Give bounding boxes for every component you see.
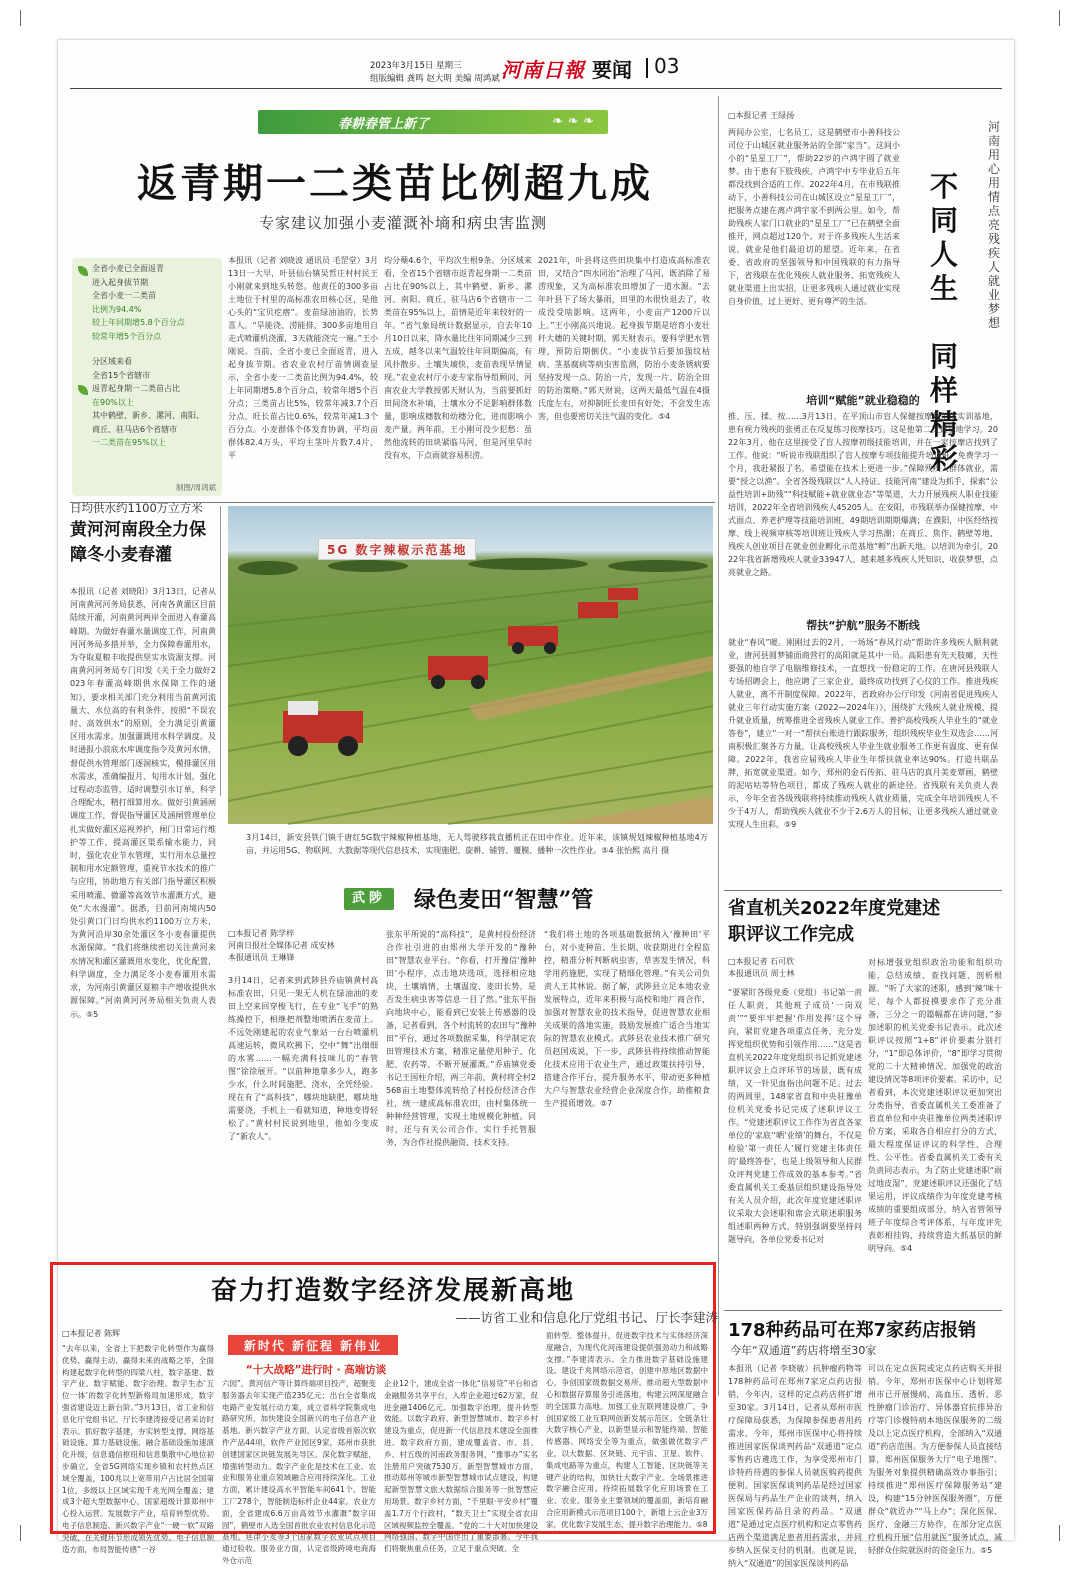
- left-headline: 黄河河南段全力保障冬小麦春灌: [70, 520, 206, 565]
- photo-caption: 3月14日，新安县铁门镇千唐红5G数字辣椒种植基地，无人驾驶移栽直播机正在田中作业。近年来，该镇规划辣椒种植基地4万亩，并运用5G、物联网、大数据等现代信息技术，实现施肥、旋耕、铺管、覆膜、播种一次性作业。⑤4 张怡熙 高月 摄: [246, 833, 708, 855]
- drug-headline: 178种药品可在郑7家药店报销: [728, 1320, 977, 1341]
- info-line: 其中鹤壁、新乡、漯河、南阳、: [92, 411, 204, 420]
- kicker-text: 春耕春管上新了: [338, 117, 430, 132]
- wuzhi-place-text: 武陟: [351, 891, 386, 906]
- main-col-1: 本报讯（记者 刘晓波 通讯员 毛罡堂）3月13日一大早，叶县仙台镇吴哲庄村村民王小刚就来到地头转悠。他责任的300多亩土地位于村里的高标准农田核心区，是他心头的“宝贝疙瘩”。麦苗绿油油的，长势喜人。“旱能浇、涝能排，300多亩地用自走式喷灌机浇灌，3天就能浇完一遍。”王小刚说。当前，全省小麦已全面返青，进入起身拔节期。省农业农村厅苗情调查显示，全省小麦一二类苗比例为94.4%，较上年同期增5.8个百分点，较常年增5个百分点；三类苗占比5%，较常年减3.7个百分点，旺长苗占比0.6%，较常年减1.3个百分点。小麦群体个体发育协调，平均亩群体82.4万头，平均主茎叶片数7.4片，平: [228, 256, 378, 460]
- disability-section-2: 就业“春风”暖。刚刚过去的2月，一场场“春风行动”帮助许多残疾人顺利就业，唐河县圆梦铺面商营打的高阳就是其中一员。高阳患有先天肢瘫，天性要强的他自学了电脑维修技术，一直想找一份稳定的工作。在唐河县残联人专场招聘会上，他应聘了三家企业，最终成功找到了心仪的工作。推进残疾人就业，离不开制度保障。2022年，省政府办公厅印发《河南省促进残疾人就业三年行动实施方案（2022—2024年）》，围绕扩大残疾人就业规模、提升就业质量，统筹推进全省残疾人就业工作。普护高校残疾人毕业生的“就业答卷”，建立“一对一”帮扶台账进行跟踪服务，组织残疾毕业生双选会……河南积极汇聚各方力量，让高校残疾人毕业生就业服务工作更有温度、更有保障。2022年，我省应届残疾人毕业生年帮扶就业率达90%。打造共联品牌，拓宽就业渠道。如今，郑州的金石传拓、驻马店的真月美麦覃画，鹤壁的泥咕咕等特色项目，都成了残疾人就业的新途径。省残联有关负责人表示，今年全省各级残联将持续推动残疾人就业质量，完成全年培训残疾人不少于4万人，帮助残疾人就业不少于2.6万人的目标，让更多残疾人通过就业实现人生出彩。⑤9: [728, 638, 998, 829]
- footer-dots: [228, 1526, 248, 1536]
- disability-vertical-title-2: 同样精彩: [930, 340, 959, 475]
- info-line: 分区域来看: [92, 357, 132, 366]
- photo-banner-text: 5G 数字辣椒示范基地: [327, 543, 468, 557]
- sprout-icon: ❧ ❧ ❧: [552, 114, 594, 129]
- wuzhi-col-3: “我们将土地的各项基础数据纳入‘豫种田’平台，对小麦种苗、生长期、收获期进行全程监控，精准分析判断病虫害，草害发生情况，科学用药施肥，实现了精细化管理。”有关公司负责人王其林说。据了解，武陟县立足本地农业发展特点，近年来积极与高校和地厂商合作，加强对智慧农业的技术指导，促进智慧农业相关成果的落地实施，鼓励发展推广适合当地实际的智慧农业模式。武陟县农业技术推广研究员赵国成说，下一步，武陟县将持续推动智能化技术应用于农业生产，通过政策扶持引导，搭建合作平台，提升服务水平，带动更多种植大户与智慧农业经营企业深度合作，助推粮食生产提质增效。⑤7: [544, 930, 710, 1108]
- section-name: 要闻: [592, 58, 632, 82]
- main-headline: 返青期一二类苗比例超九成: [137, 160, 653, 207]
- disability-vertical-subtitle: 河南用心用情点亮残疾人就业梦想: [988, 120, 1001, 330]
- series-banner-text: 新时代 新征程 新伟业: [243, 1339, 383, 1353]
- wuzhi-place-badge: [344, 888, 394, 910]
- fold-mark-left-bottom: [20, 1525, 21, 1541]
- digital-col-3: 企业12个，建成全省一体化“信易贷”平台和省金融服务共享平台，入库企业超过62万家，促进金融1406亿元。加强数字治理，提升转型效能。以数字政府、新型智慧城市、数字乡村建设为重点，促进新一代信息技术建设全面推进。数字政府方面，建成覆盖省、市、县、乡、村五级的河南政务服务网，“豫事办”实名注册用户突破7530万。新型智慧城市方面，推动郑州等城市新型智慧城市试点建设，构建起新型智慧文旅大数据综合服务等一批智慧应用场景。数字乡村方面，“千里眼·平安乡村”覆盖1.7万个行政村，“数天卫士”实现全省农田区域视频监控全覆盖。“党的二十大对加快建设网络强国、数字中国作出了重要部署。今年我们将聚焦重点任务，立足于重点突破、全: [384, 1379, 538, 1554]
- wuzhi-col-1: 3月14日，记者来到武陟县乔庙镇黄村高标准农田，只见一架无人机在绿油油的麦田上空来回穿梭飞行，在专业“飞手”的熟练操控下，相继把剂整地喷洒在麦苗上。不远处刚建起的农业气象站一台台喷灌机高速运转，微风吹拂下，空中“舞”出细细的水雾……一幅充满科技味儿的“春管图”徐徐展开。“以前种地靠多少人，跑多少水，什么时间施肥、浇水，全凭经验。现在有了“高科技”，哪块地缺肥，哪块地需要浇，手机上一看就知道，种地变得轻松了。”黄村村民说到地里，他如今变成了“新农人”。: [228, 976, 378, 1141]
- fold-mark-right: [1059, 10, 1060, 26]
- digital-headline: 奋力打造数字经济发展新高地: [210, 1276, 575, 1306]
- main-subtitle: 专家建议加强小麦灌溉补墒和病虫害监测: [258, 214, 547, 232]
- info-line: 全省小麦一二类苗: [92, 291, 156, 300]
- wuzhi-headline: 绿色麦田“智慧”管: [414, 887, 594, 913]
- header-rule: [70, 88, 1002, 89]
- drug-col-1: 本报讯（记者 李晓敏）抗肿瘤药物等178种药品可在郑州7家定点药店报销，今年内，这样的定点药店将扩增至30家。3月14日，记者从郑州市医疗保障局获悉，为保障参保患者用药需求，今年，郑州市医保中心将持续推进国家医保谈判药品“双通道”定点零售药店遴选工作，为享受郑州市门诊特药待遇的参保人员就医购药提供便利。国家医保谈判药品是经过国家医保局与药品生产企业的谈判，纳入国家医保药品目录的药品。“双通道”是通过定点医疗机构和定点零售药店两个渠道满足患者用药需求，并同步纳入医保支付的机制。也就是说，纳入“双通道”的国家医保谈判药品: [728, 1364, 862, 1568]
- party-headline: 省直机关2022年度党建述职评议工作完成: [728, 898, 941, 945]
- stats-info-box: [72, 258, 222, 496]
- info-line-highlight: 较上年同期增5.8个百分点: [92, 318, 185, 327]
- info-line-highlight: 较常年增5个百分点: [92, 331, 162, 341]
- digital-col-4: 面转型、整体提升，促进数字技术与实体经济深度融合，为现代化河南建设提供强劲动力和战略支撑。”李建涛表示。全力推进数字基础设施建设。建设千兆网络示范省，创建中原地区数据中心，争创国家级数据交易所。推动超大型数据中心和数据存算服务引进落地，构建云网深度融合的全国算力高地。加强工业互联网建设推广，争创国家级工业互联网创新发展示范区。全链条壮大数字核心产业，以新型显示和智能终端、智能传感器、网络安全等为重点，做强做优数字产业，以大数据、区块链、元宇宙、卫星、软件、集成电路等为重点，构建人工智能、区块链等关键产业的结构，加快壮大数字产业。全场景推进数字融合应用。持续拓展数字化应用场景在工业、农业、服务业主要领域的覆盖面，新培育融合应用新模式示范项目100个，新增上云企业3万家，优化数字发展生态，提升数字治理能力。⑤8: [546, 1331, 708, 1529]
- disability-subhead-1: 培训“赋能”就业稳稳的: [806, 394, 920, 407]
- section-divider: [646, 58, 648, 78]
- info-line-highlight: 在90%以上: [92, 397, 134, 407]
- digital-subtitle: ——访省工业和信息化厅党组书记、厅长李建涛: [455, 1310, 718, 1325]
- kicker-banner: [258, 110, 608, 134]
- disability-intro: 两间办公室，七名员工，这是鹤壁市小善科技公司位于山城区就业服务站的全部“家当”。这间小小的“星星工厂”，帮助22岁的卢鸿宇圆了就业梦。由于患有下肢残疾，卢鸿宇中专毕业后五年都没找到合适的工作。2022年4月，在市残联推动下，小善科技公司在山城区设立“星星工厂”，把服务点建在离卢鸿宇家不到两公里。如今，帮助残疾人家门口就业的“星星工厂”已在鹤壁全面推开，网点超过120个。对于许多残疾人生活来说，就业是他们最迫切的愿望。近年来，在省委、省政府的坚强领导和中国残联的有力指导下，省残联在优化残疾人就业服务、拓宽残疾人就业渠道上出实招，让更多残疾人通过就业实现自身价值，过上更好、更有尊严的生活。: [728, 128, 900, 306]
- digital-col-2: 六园”，黄河信产等计算终端项目投产，超聚变服务器去年实现产值235亿元；出台全省集成电路产业发展行动方案，成立省科学院集成电路研究所，加快建设全国新兴的电子信息产业基地。新兴数字产业方面，认定省级首版次软件产品44项，软件产业园区9家，郑州市获批创建国家区块链发展先导区。深化数字赋能，增强转型动力。数字产业化是技术在工业、农业和服务业重点领域融合应用持续深化。工业方面，累计建设高水平智能车间641个、智能工厂278个，智能制造标杆企业44家。农业方面，全省建成6.6万亩高效节水灌溉“数字田园”，鹤壁市入选全国首批农业农村信息化示范基地，延津小麦等3个国家数字农业试点项目通过验收。服务业方面，认定省级跨境电商海外仓示范: [222, 1379, 376, 1565]
- drug-subtitle: 今年“双通道”药店将增至30家: [730, 1344, 877, 1357]
- fold-mark-right-bottom: [1059, 1525, 1060, 1541]
- info-credit: 制图/周鸿斌: [175, 483, 216, 492]
- divider: [724, 1310, 1002, 1311]
- leaf-icon-2: [78, 385, 88, 395]
- divider: [718, 96, 719, 1396]
- info-line-highlight: 比例为94.4%: [92, 304, 142, 314]
- strategy-banner-text: “十大战略”进行时 · 高端访谈: [245, 1364, 387, 1376]
- paper-logo: 河南日報: [501, 58, 585, 82]
- left-kicker: 日均供水约1100万立方米: [70, 501, 203, 515]
- info-line: 进入起身拔节期: [92, 277, 148, 287]
- strategy-banner: [218, 1358, 414, 1374]
- leaf-icon: [78, 266, 88, 276]
- farm-photo: [228, 506, 713, 824]
- disability-vertical-title-1: 不同人生: [930, 170, 959, 305]
- main-col-2: 均分蘖4.6个，平均次生根9条。分区域来看，全省15个省辖市返青起身期一二类苗占比在90%以上，其中鹤壁、新乡、漯河、南阳、商丘、驻马店6个省辖市一二类苗在95%以上，苗情是近年来较好的一年。“省气象局统计数据显示，自去年10月10日以来，降水量比往年同期减少三到五成，越冬以来气温较往年同期偏高，有风扑散步。土壤失墒快，麦苗表现早情显现。”农业农村厅小麦专家指导组顾问、河南农业大学教授郭天财认为，当前要抓好田间浇水补墒，土壤水分不足影响群体数量，影响成穗数和幼穗分化，进而影响小麦产量。两年前，王小刚可没少犯愁：虽然他流转的田块紧临马河，但是河里旱时没有水，下点雨就容易积涝。: [384, 256, 532, 460]
- main-col-3: 2021年，叶县将这些田块集中打造成高标准农田，又结合“四水同治”治理了马河，既消除了易涝现象，又为高标准农田增加了一道水源。“去年叶县下了场大暴雨，田里的水很快退去了，收成没受啥影响。这两年，小麦亩产1200斤以上。”王小刚高兴地说。起身拔节期是培育小麦壮秆大穗的关键时期，郭天财表示，要科学肥水管理，预防后期倒伏。“小麦拔节后要加强纹枯病、茎基腐病等病虫害监测，防治小麦条锈病要坚持发现一点、防治一片，发现一片、防治全田的防治策略。”郭天财说，这两天最低气温在4摄氏度左右，对抑制旺长麦田有好处，不会发生冻害，但也要密切关注气温的变化。⑤4: [538, 256, 710, 421]
- digital-byline: □本报记者 陈辉: [62, 1329, 121, 1338]
- photo-banner-sign: [318, 538, 476, 560]
- disability-byline: □本报记者 王绿扬: [728, 111, 795, 120]
- disability-subhead-2: 帮扶“护航”服务不断线: [806, 619, 920, 632]
- info-line: 全省小麦已全面返青: [92, 264, 164, 273]
- party-byline: □本报记者 石可欣 本报通讯员 周士林: [728, 957, 795, 978]
- header-editors: 组版编辑 龚鸣 赵大明 美编 周鸿斌: [370, 74, 500, 84]
- page-number: 03: [654, 54, 680, 78]
- fold-mark-left: [20, 10, 21, 26]
- party-col-1: “要紧盯各级党委（党组）书记第一责任人职责，其他班子成员‘一岗双责’”“要牢牢把握‘作用发挥’这个导向，紧盯党建各项重点任务，充分发挥党组织优势和引领作用……”这是省直机关2022年度党组织书记抓党建述职评议会上点评环节的场景，既有成绩，又一针见血指出问题不足。过去的两周里，148家省直和中央驻豫单位机关党委书记完成了述职评议工作。“党建述职评议工作作为省直各家单位的‘家底’‘晒’业绩’的舞台，不仅是检验‘第一责任人’履行党建主体责任的‘最终答卷’，也是上级领导和人民群众评判党建工作成效的基本参考。”省委直属机关工委基层组织建设指导处有关人员介绍，此次年度党建述职评议采取大会述职和席会式联述职服务组述职两种方式，特别强调要坚持问题导向，各单位党委书记对: [728, 988, 862, 1244]
- info-line: 全省15个省辖市: [92, 370, 151, 380]
- series-banner: [228, 1335, 398, 1355]
- left-body: 本报讯（记者 刘晓阳）3月13日，记者从河南黄河河务局获悉，河南各黄灌区目前陆续开灌，河南黄河两岸全面进入春灌高峰期。为做好春灌水量调度工作，河南黄河河务局多措并举，全力保障春灌用水，为夺取夏粮丰收提供坚实水资源支撑。河南黄河河务局专门印发《关于全力做好2023年春灌高峰期供水保障工作的通知》，要求相关部门充分利用当前黄河流量大、水位高的有利条件，按照“不误农时、高效供水”的原则，全力满足引黄灌区用水需求。加强灌溉用水科学调度。及时通报小浪底水库调度指令及黄河水情，督促供水管理部门逐洞核实，模排灌区用水需求，准确编报月、旬用水计划，强化过程动态监管，适时调整引水订单，科学合理配水，精打细算用水。做好引黄涵闸调度工作，督促指导灌区及涵闸管理单位扎实做好灌区巡视养护，闸门日常运行维护等工作，提高灌区渠系输水能力，同时，强化农业节水管理，实行用水总量控制和用水定额管理，重视节水技术的推广与应用，协助地方有关部门指导灌区积极采用喷灌、微灌等高效节水灌溉方式，避免“大水漫灌”。据悉，目前河南境内50处引黄口门日均供水约1100万立方米，为黄河沿岸30余处灌区冬小麦春灌提供水源保障。“我们将继续密切关注黄河来水情况和灌区灌溉用水变化，优化配置，科学调度，全力满足冬小麦春灌用水需求，为河南引黄灌区夏粮丰产增收提供水源保障。”河南黄河河务局相关负责人表示。⑤5: [70, 587, 216, 1019]
- disability-section-1: 推、压、揉、按……3月13日，在平顶山市盲人保健按摩规范化实训基地，患有视力残疾的张勇正在反复练习按摩技巧。这是他第二次到基地学习。2022年3月，他在这里接受了盲人按摩初级技能培训，并在一家按摩店找到了工作。他说：“听说市残联组织了盲人按摩专项技能提升培训班，免费学习一个月，我赶紧报了名，希望能在技术上更进一步。”保障残疾人群体就业，需要“授之以渔”。全省各级残联以“人人持证、技能河南”建设为抓手，探索“公益性培训+助残”“科技赋能+就业就业态”等渠道，大力开展残疾人职业技能培训，2022年全省培训残疾人45205人。在安阳，市残联举办保健按摩、中式面点、养老护理等技能培训班，49期培训期期爆满；在濮阳，中医经络按摩、线上视频审核等培训班让残疾人学习热潮；在商丘、焦作、鹤壁等地，残疾人创业项目在就业创业孵化示范基地“孵”出新天地。以培训为牵引，2022年我省新增残疾人就业33947人，越来越多残疾人凭知识、收获梦想，点亮就业之路。: [728, 412, 998, 577]
- party-col-2: 对标增强党组织政治功能和组织功能，总结成绩、查找问题、剖析根源。“听了大家的述职，感到‘辣’味十足，每个人都捉摸要求作了充分准备，三分之一的篇幅都在讲问题，”参加述职的机关党委书记表示。此次述职评议按照“1+8”评价要素分别打分，“1”即总体评价，“8”即学习贯彻党的二十大精神情况、加强党的政治建设情况等8项评价要素。采访中，记者看到，本次党建述职评议更加突出分类指导，省委直属机关工委准备了省直单位和中央驻豫单位两类述职评价方案，采取各自相应打分的方式，最大程度保证评议的科学性、合理性、公平性。省委直属机关工委有关负责同志表示，为了防止党建述职“雨过地皮湿”，党建述职评议还强化了结果运用，评议成绩作为年度党建考核成绩的重要组成部分，纳入省管领导班子年度综合考评体系，与年度评先表彰相挂钩，持续营造大抓基层的鲜明导向。⑤4: [868, 958, 1002, 1253]
- digital-col-1: “去年以来，全省上下把数字化转型作为赢得优势、赢得主动、赢得未来的战略之举，全面构建起数字化转型的四梁八柱，数字基建、数字产业、数字赋能、数字治理、数字生态‘五位一体’的数字化转型新格局加速形成，数字强省建设迈上新台阶。”3月13日，省工业和信息化厅党组书记、厅长李建涛接受记者采访时表示。抓好数字基建，夯实转型支撑。网络基础设施、算力基础设施、融合基础设施加速演化升级，信息通信枢纽和信息集散中心地位初步确立。全省5G网络实现乡镇和农村热点区域全覆盖，100兆以上宽带用户占比居全国第1位，多级以上区域实现千兆光网全覆盖；建成3个超大型数据中心，国家超级计算郑州中心投入运营。发展数字产业，培育转型优势。电子信息制造、新兴数字产业“一硬一软”双路突破，在关键环节形成领先优势。电子信息制造方面，布局智能传感“一谷: [62, 1344, 214, 1554]
- info-line: 返青起身期一二类苗占比: [92, 384, 180, 393]
- drug-col-2: 可以在定点医院或定点药店购买并报销。今年，郑州市医保中心计划将郑州市已开展慢病、高血压、透析、恶性肿瘤门诊治疗、异体器官抗排异治疗等门诊慢特病本地医保服务的二级及以上定点医疗机构，全部纳入“双通道”药店范围。为方便参保人员直接结算，郑州医保服务大厅“电子地图”。为服务对象提供精确高效办事指引；持续推进“郑州医疗保障服务站”建设，构建“15分钟医保服务圈”，方便群众“就近办”“马上办”；深化医保、医疗、金融三方协作，在部分定点医疗机构开展“信用就医”服务试点，减轻群众住院就医时的资金压力。⑤5: [868, 1364, 1002, 1555]
- wuzhi-col-2: 张东平所说的“高科技”，是黄村投份经济合作社引进的由郑州大学开发的“豫种田”智慧农业平台。“你看，打开豫信‘豫种田’小程序，点击地块选项，选择相应地块，土壤墒情、土壤温度、麦田长势，是否发生病虫害等信息一目了然。”张东平指向地块中心，能看到已安装上传感器的设备，记者看到，各个村流转的农田与“豫种田”平台，通过各项数据采集，科学制定农田管理技术方案，精准定量使用种子、化肥、农药等，不断开展灌溉。”乔庙镇党委书记王国柱介绍，两三年前，黄村将全村2568亩土地整体流转给了村投份经济合作社，统一建成高标准农田，由村集体统一种种经营管理，实现土地规模化种植。同时，还与有关公司合作，实行手托管服务，为合作社提供融资、技术支持。: [386, 930, 536, 1147]
- divider: [220, 506, 221, 796]
- header-date: 2023年3月15日 星期三: [370, 61, 462, 71]
- wuzhi-byline: □本报记者 陈学梓 河南日报社全媒体记者 成安林 本报通讯员 王琳锋: [228, 929, 335, 962]
- info-line: 商丘、驻马店6个省辖市: [92, 424, 178, 434]
- divider: [724, 890, 1002, 891]
- newspaper-page: [58, 40, 1014, 1568]
- info-line-highlight: 一二类苗在95%以上: [92, 438, 166, 447]
